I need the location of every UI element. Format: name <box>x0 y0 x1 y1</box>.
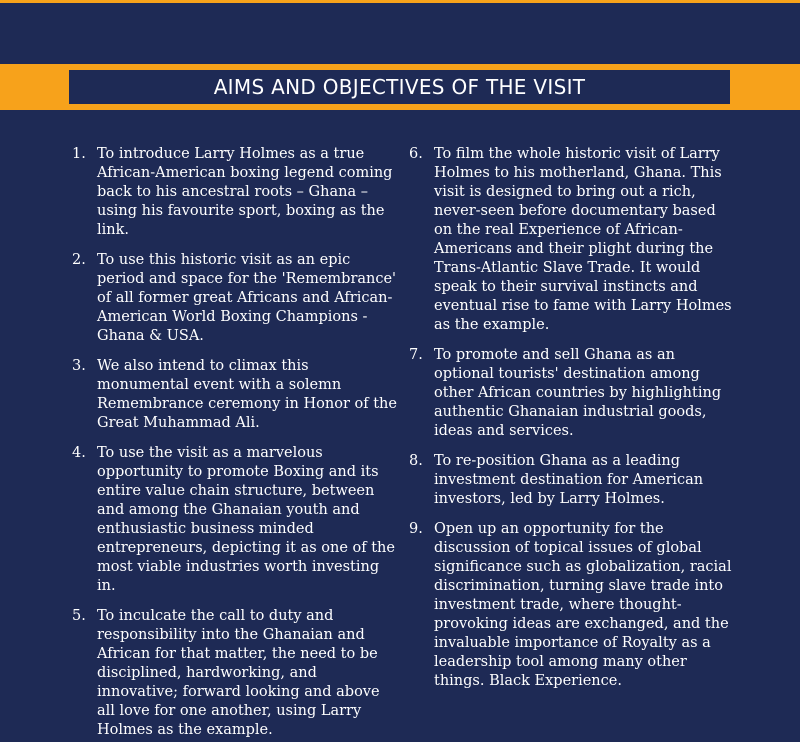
objective-number: 8. <box>409 453 423 469</box>
objective-number: 7. <box>409 347 423 363</box>
objective-number: 5. <box>72 608 86 624</box>
objective-item <box>72 444 397 596</box>
page-title: AIMS AND OBJECTIVES OF THE VISIT <box>213 75 586 99</box>
objective-item <box>72 251 397 346</box>
objective-item <box>409 145 734 335</box>
objectives-right-column <box>409 145 734 702</box>
objective-text: To use this historic visit as an epic period and space for the 'Remembrance' of all former great Africans and African-American World Boxing Champions - Ghana & USA. <box>97 252 397 344</box>
objective-number: 4. <box>72 445 86 461</box>
objectives-left-column <box>72 145 397 742</box>
objective-item <box>409 452 734 509</box>
objective-number: 9. <box>409 521 423 537</box>
objective-number: 2. <box>72 252 86 268</box>
objective-item <box>409 520 734 691</box>
objective-item <box>409 346 734 441</box>
objective-text: To inculcate the call to duty and responsibility into the Ghanaian and African for that matter, the need to be disciplined, hardworking, and innovative; forward looking and above all love for one another, using Larry Holmes as the example. <box>97 608 380 738</box>
objective-item <box>72 607 397 740</box>
objective-text: To re-position Ghana as a leading investment destination for American investors, led by Larry Holmes. <box>434 453 704 507</box>
objective-text: To promote and sell Ghana as an optional tourists' destination among other African countries by highlighting authentic Ghanaian industrial goods, ideas and services. <box>434 347 722 439</box>
objective-text: We also intend to climax this monumental event with a solemn Remembrance ceremony in Honor of the Great Muhammad Ali. <box>97 358 397 431</box>
objective-number: 1. <box>72 146 86 162</box>
objective-item <box>72 145 397 240</box>
objective-number: 3. <box>72 358 86 374</box>
objective-number: 6. <box>409 146 423 162</box>
top-accent-rule <box>0 0 800 3</box>
objective-text: To use the visit as a marvelous opportunity to promote Boxing and its entire value chain structure, between and among the Ghanaian youth and enthusiastic business minded entrepreneurs, depicting it as one of the most viable industries worth investing in. <box>97 445 395 594</box>
objective-item <box>72 357 397 433</box>
title-box <box>69 70 730 104</box>
objective-text: Open up an opportunity for the discussion of topical issues of global significance such as globalization, racial discrimination, turning slave trade into investment trade, where thought-provoking ideas are exchanged, and the invaluable importance of Royalty as a leadership tool among many other things. Black Experience. <box>434 521 732 689</box>
objective-text: To film the whole historic visit of Larry Holmes to his motherland, Ghana. This visit is designed to bring out a rich, never-seen before documentary based on the real Experience of African-Americans and their plight during the Trans-Atlantic Slave Trade. It would speak to their survival instincts and eventual rise to fame with Larry Holmes as the example. <box>434 146 732 333</box>
objective-text: To introduce Larry Holmes as a true African-American boxing legend coming back to his ancestral roots – Ghana – using his favourite sport, boxing as the link. <box>97 146 393 238</box>
